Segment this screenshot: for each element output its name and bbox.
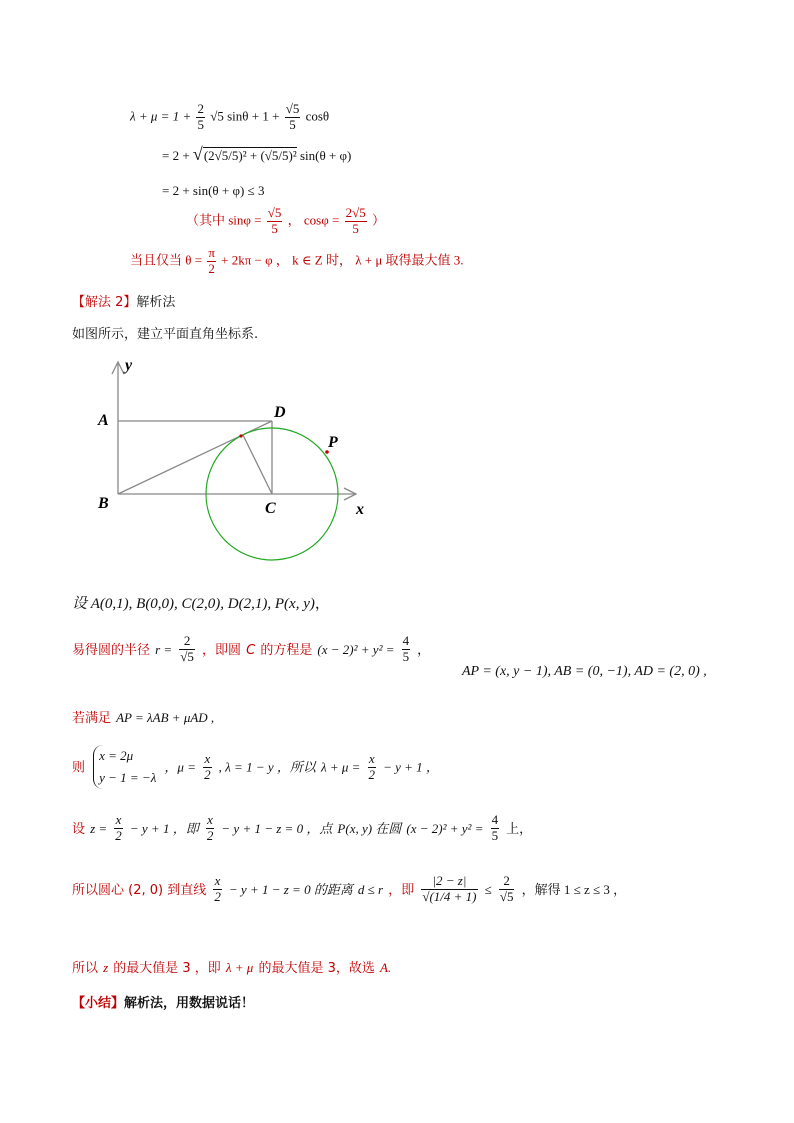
line4-frac1 [267,206,283,237]
max-c: λ + μ [225,960,254,975]
setz-frac3-den: 5 [491,827,499,843]
line5-mid: + 2kπ − φ ， [221,252,289,268]
line5-k: k ∈ Z 时， [292,252,352,268]
line1-frac-num: 2 [197,101,204,116]
sqrt-sign: √ [192,144,203,164]
dist-frac3-num: 2 [503,873,510,888]
line4-prefix: （其中 sinφ = [186,212,262,228]
method2-heading [72,291,175,310]
radius-eq-num: 4 [402,633,410,648]
radius-eq: (x − 2)² + y² = [317,641,395,657]
derivation-line-5 [130,246,464,277]
radius-num: 2 [183,633,191,648]
dist-d: ，即 [388,882,415,898]
setz-frac3 [491,813,500,844]
system-line [72,745,439,789]
dist-frac3 [499,874,515,905]
label-C: C [265,500,276,517]
line2-tail: sin(θ + φ) [300,148,352,163]
then-d: λ + μ = [320,759,361,775]
label-D: D [274,404,286,421]
label-B: B [98,495,109,512]
label-y: y [125,357,133,374]
method2-intro: 如图所示，建立平面直角坐标系. [72,327,259,342]
coords-text: 设 A(0,1), B(0,0), C(2,0), D(2,1), P(x, y) [72,596,315,612]
line1-tail: cosθ [305,108,330,124]
then-frac [203,752,212,783]
max-d: 的最大值是 3，故选 [258,961,375,976]
radius-den: √5 [180,648,194,664]
satisfy-a: 若满足 [72,711,112,726]
dist-a: 所以圆心 (2, 0) 到直线 [72,882,207,898]
label-A: A [98,412,109,429]
line4-frac2 [345,206,367,237]
derivation-line-2 [162,144,351,165]
line5-frac [207,246,216,277]
radius-eq-den: 5 [402,648,410,664]
line2-sqrt-inner: (2√5/5)² + (√5/5)² [203,148,297,163]
line4-frac2-den: 5 [345,221,367,237]
coordinate-figure [90,352,390,572]
line4-frac2-num: 2√5 [345,205,366,220]
dist-frac-den: 2 [214,888,221,904]
line1-frac-den: 5 [197,116,204,132]
dist-frac-num: x [214,873,221,888]
setz-frac-num: x [115,812,122,827]
summary [72,992,254,1011]
line1-frac2 [285,102,301,133]
then-frac2 [368,752,377,783]
setz-frac3-num: 4 [491,812,499,827]
line2-prefix: = 2 + [162,148,190,163]
then-c: , λ = 1 − y ，所以 [218,759,316,775]
dist-frac2-den: √(1/4 + 1) [422,888,477,904]
line1-mid: √5 sinθ + 1 + [210,108,280,124]
dist-f: ，解得 1 ≤ z ≤ 3 ， [521,881,627,897]
setz-g: 上， [506,821,533,837]
line1-frac2-den: 5 [285,117,301,133]
then-frac-den: 2 [204,766,211,782]
line5-end: λ + μ 取得最大值 3. [355,252,464,268]
summary-bracket-label: 【小结】 [72,996,125,1011]
dist-frac2-num: |2 − z| [432,873,467,888]
satisfy-line [72,707,214,726]
foot-point [239,434,242,437]
sys-eq-1: x = 2μ [99,748,134,763]
setz-d: − y + 1 − z = 0 ，点 [221,820,333,836]
dist-c: d ≤ r [357,881,384,897]
derivation-line-3: = 2 + sin(θ + φ) ≤ 3 [162,183,265,198]
line1-lhs: λ + μ = 1 + [130,108,192,124]
setz-frac2 [206,813,215,844]
dist-frac3-den: √5 [499,888,514,904]
max-a: 所以 [72,961,99,976]
setz-a: 设 [72,821,86,837]
derivation-line-1 [130,102,329,133]
method2-title: 解析法 [136,295,176,310]
sys-eq-2: y − 1 = −λ [99,770,157,785]
radius-eq-frac [402,634,411,665]
radius-c: 的方程是 [260,642,313,658]
distance-line [72,874,626,905]
coords-end: ， [314,596,330,612]
dist-b: − y + 1 − z = 0 的距离 [228,881,353,897]
then-frac2-den: 2 [368,766,376,782]
setz-frac2-den: 2 [206,827,214,843]
setz-e: P(x, y) 在圆 [337,820,402,836]
setz-frac [114,813,123,844]
line5-frac-num: π [208,245,215,260]
line4-frac1-num: √5 [267,205,282,220]
max-b: 的最大值是 3 ，即 [113,961,221,976]
summary-text: 解析法，用数据说话！ [124,996,255,1011]
setz-frac-den: 2 [115,827,122,843]
equation-system [93,745,156,789]
derivation-line-4 [186,206,385,237]
line5-prefix: 当且仅当 θ = [130,252,203,268]
then-b: ，μ = [164,759,196,775]
label-P: P [328,434,338,451]
radius-b: ，即圆 [202,642,242,658]
line1-frac2-num: √5 [285,101,300,116]
setz-frac2-num: x [207,812,213,827]
line4-frac1-den: 5 [267,221,283,237]
perpendicular-C [243,435,272,494]
dist-frac [213,874,222,905]
line4-mid: ， cosφ = [287,212,340,228]
then-label: 则 [72,760,86,776]
radius-end: ， [417,641,431,657]
then-frac-num: x [204,750,211,766]
dist-frac2 [421,874,477,905]
setz-c: − y + 1 ，即 [129,820,199,836]
max-z: z [103,960,109,975]
radius-a: 易得圆的半径 [72,642,151,658]
setz-line [72,813,532,844]
line5-frac-den: 2 [208,260,215,276]
then-frac2-num: x [368,750,375,766]
dist-e: ≤ [484,881,492,897]
coords-line [72,592,330,613]
line4-suffix: ） [371,212,385,228]
radius-C: C [246,642,256,658]
vectors-line: AP = (x, y − 1), AB = (0, −1), AD = (2, 0) , [462,664,707,679]
setz-b: z = [90,820,108,836]
label-x: x [356,501,364,518]
method2-bracket-label: 【解法 2】 [72,295,137,310]
radius-frac [179,634,195,665]
then-e: − y + 1 ， [383,759,439,775]
line1-frac [196,102,205,133]
max-line [72,957,391,976]
radius-r: r = [155,641,173,657]
max-A: A. [379,960,392,975]
satisfy-eq: AP = λAB + μAD , [116,710,215,725]
radius-line [72,634,430,665]
setz-f: (x − 2)² + y² = [406,820,484,836]
